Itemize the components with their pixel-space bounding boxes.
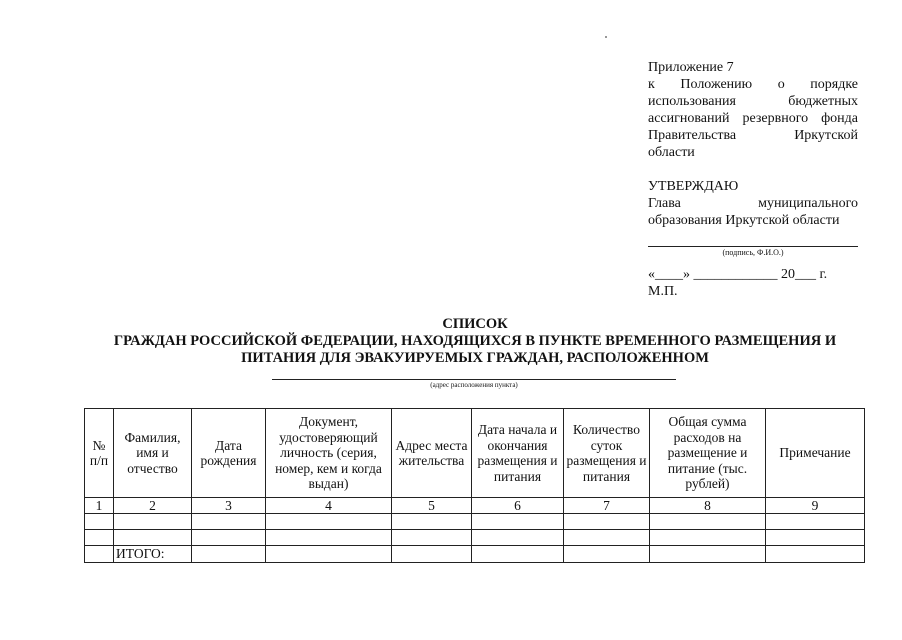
stamp-place: М.П. [648, 284, 678, 299]
title-line: ГРАЖДАН РОССИЙСКОЙ ФЕДЕРАЦИИ, НАХОДЯЩИХСЯ В ПУНКТЕ ВРЕМЕННОГО РАЗМЕЩЕНИЯ И [113, 333, 837, 349]
header-cell: Общая сумма расходов на размещение и питание (тыс. рублей) [650, 409, 766, 498]
address-line [272, 379, 676, 380]
table-cell [392, 530, 472, 546]
table-cell [266, 530, 392, 546]
table-cell [472, 546, 564, 563]
header-cell: Адрес места жительства [392, 409, 472, 498]
table-cell [766, 546, 865, 563]
document-title [80, 316, 870, 367]
table-cell [564, 530, 650, 546]
table-cell [472, 530, 564, 546]
table-cell [114, 514, 192, 530]
appendix-text-line: области [648, 145, 695, 160]
title-line: ПИТАНИЯ ДЛЯ ЭВАКУИРУЕМЫХ ГРАЖДАН, РАСПОЛОЖЕННОМ [241, 350, 709, 366]
table-cell [650, 514, 766, 530]
table-cell [85, 546, 114, 563]
table-cell [85, 530, 114, 546]
column-number-cell: 4 [266, 498, 392, 514]
approval-text-line: Глава муниципального [648, 196, 858, 211]
column-number-cell: 9 [766, 498, 865, 514]
approval-date-line: «____» ____________ 20___ г. [648, 267, 828, 282]
table-row [85, 514, 865, 530]
total-row [85, 546, 865, 563]
appendix-text-line: использования бюджетных [648, 94, 858, 109]
appendix-text-line: Правительства Иркутской [648, 128, 858, 143]
table-cell [192, 530, 266, 546]
table-cell [564, 514, 650, 530]
approval-text-line: образования Иркутской области [648, 213, 840, 228]
appendix-block [648, 59, 858, 161]
table-cell [766, 530, 865, 546]
signature-caption: (подпись, Ф.И.О.) [722, 248, 784, 257]
header-cell: Дата рождения [192, 409, 266, 498]
table-cell [266, 546, 392, 563]
address-caption: (адрес расположения пункта) [430, 381, 518, 389]
table-cell [766, 514, 865, 530]
column-number-cell: 1 [85, 498, 114, 514]
appendix-text-line: ассигнований резервного фонда [648, 111, 858, 126]
column-number-cell: 6 [472, 498, 564, 514]
title-heading: СПИСОК [442, 316, 508, 332]
table-header-row [85, 409, 865, 498]
table-cell [564, 546, 650, 563]
header-cell: № п/п [85, 409, 114, 498]
table-cell [85, 514, 114, 530]
table-cell [192, 546, 266, 563]
appendix-number: Приложение 7 [648, 60, 734, 75]
table-cell [392, 546, 472, 563]
column-number-cell: 5 [392, 498, 472, 514]
approval-block [648, 178, 858, 229]
header-cell: Фамилия, имя и отчество [114, 409, 192, 498]
appendix-text-line: к Положению о порядке [648, 77, 858, 92]
signature-line [648, 246, 858, 247]
table-cell [650, 546, 766, 563]
scan-speck [605, 36, 607, 38]
header-cell: Дата начала и окончания размещения и питания [472, 409, 564, 498]
table-cell [392, 514, 472, 530]
column-number-cell: 3 [192, 498, 266, 514]
table-cell [192, 514, 266, 530]
header-cell: Примечание [766, 409, 865, 498]
table-row [85, 530, 865, 546]
column-number-cell: 2 [114, 498, 192, 514]
table-cell [114, 530, 192, 546]
column-number-row [85, 498, 865, 514]
column-number-cell: 7 [564, 498, 650, 514]
header-cell: Документ, удостоверяющий личность (серия, номер, кем и когда выдан) [266, 409, 392, 498]
approval-heading: УТВЕРЖДАЮ [648, 179, 739, 194]
column-number-cell: 8 [650, 498, 766, 514]
table-cell [266, 514, 392, 530]
table-cell [472, 514, 564, 530]
citizens-table [84, 408, 865, 563]
total-label: ИТОГО: [114, 546, 192, 563]
header-cell: Количество суток размещения и питания [564, 409, 650, 498]
table-cell [650, 530, 766, 546]
